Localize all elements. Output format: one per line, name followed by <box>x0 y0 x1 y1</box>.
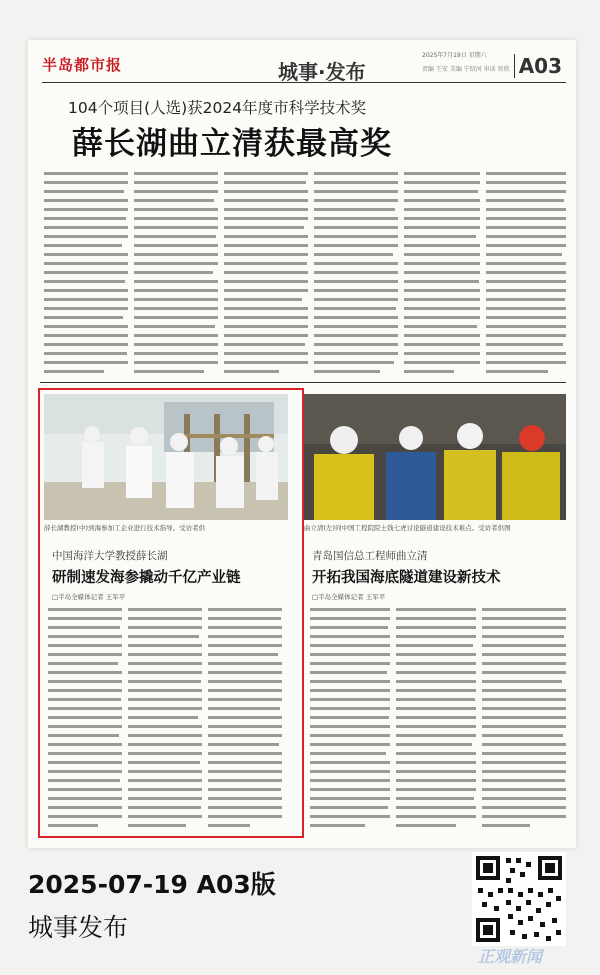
main-kicker: 104个项目(人选)获2024年度市科学技术奖 <box>68 99 367 117</box>
main-headline: 薛长湖曲立清获最高奖 <box>72 126 392 162</box>
article-text-column <box>486 170 566 378</box>
left-story-headline: 研制速发海参撬动千亿产业链 <box>52 570 241 586</box>
text-lines-texture <box>44 170 128 378</box>
text-lines-texture <box>134 170 218 378</box>
text-lines-texture <box>224 170 308 378</box>
qr-code-icon[interactable] <box>472 852 566 946</box>
photo-caption-right: 曲立清(左)同中国工程院院士钱七虎讨论隧道建设技术难点。受访者供图 <box>304 524 511 532</box>
right-story-kicker: 青岛国信总工程师曲立清 <box>312 550 428 562</box>
right-story-byline: □半岛全媒体记者 王军平 <box>312 593 386 601</box>
right-story-headline: 开拓我国海底隧道建设新技术 <box>312 570 501 586</box>
left-story-kicker: 中国海洋大学教授薛长湖 <box>52 550 168 562</box>
article-text-column <box>224 170 308 378</box>
article-text-column <box>134 170 218 378</box>
source-watermark: 正观新闻 <box>478 947 543 966</box>
editor-credits: 责编 王安 美编 宁绍河 审读 智欣 <box>422 66 510 73</box>
article-text-column <box>44 170 128 378</box>
section-divider <box>40 382 566 383</box>
text-lines-texture <box>396 606 476 830</box>
footer-section-name: 城事发布 <box>28 913 129 942</box>
right-story-text-column <box>482 606 566 830</box>
newspaper-logo: 半岛都市报 <box>42 56 123 74</box>
issue-date: 2025年7月19日 星期六 <box>422 52 487 59</box>
text-lines-texture <box>486 170 566 378</box>
photo-caption-left: 薛长湖教授(中)到海参加工企业进行技术指导。受访者供 <box>44 524 206 532</box>
footer-date-page: 2025-07-19 A03版 <box>28 870 276 899</box>
right-story-text-column <box>396 606 476 830</box>
text-lines-texture <box>314 170 398 378</box>
tunnel-scene-illustration <box>304 394 566 520</box>
page-number: A03 <box>514 54 562 78</box>
photo-tunnel-discussion <box>304 394 566 520</box>
masthead <box>42 50 566 83</box>
text-lines-texture <box>404 170 480 378</box>
left-story-byline: □半岛全媒体记者 王军平 <box>52 593 126 601</box>
right-story-text-column <box>310 606 390 830</box>
section-title: 城事·发布 <box>278 60 366 84</box>
text-lines-texture <box>310 606 390 830</box>
article-text-column <box>404 170 480 378</box>
highlighted-story-frame <box>38 388 304 838</box>
qr-code-graphic <box>472 852 566 946</box>
text-lines-texture <box>482 606 566 830</box>
article-text-column <box>314 170 398 378</box>
